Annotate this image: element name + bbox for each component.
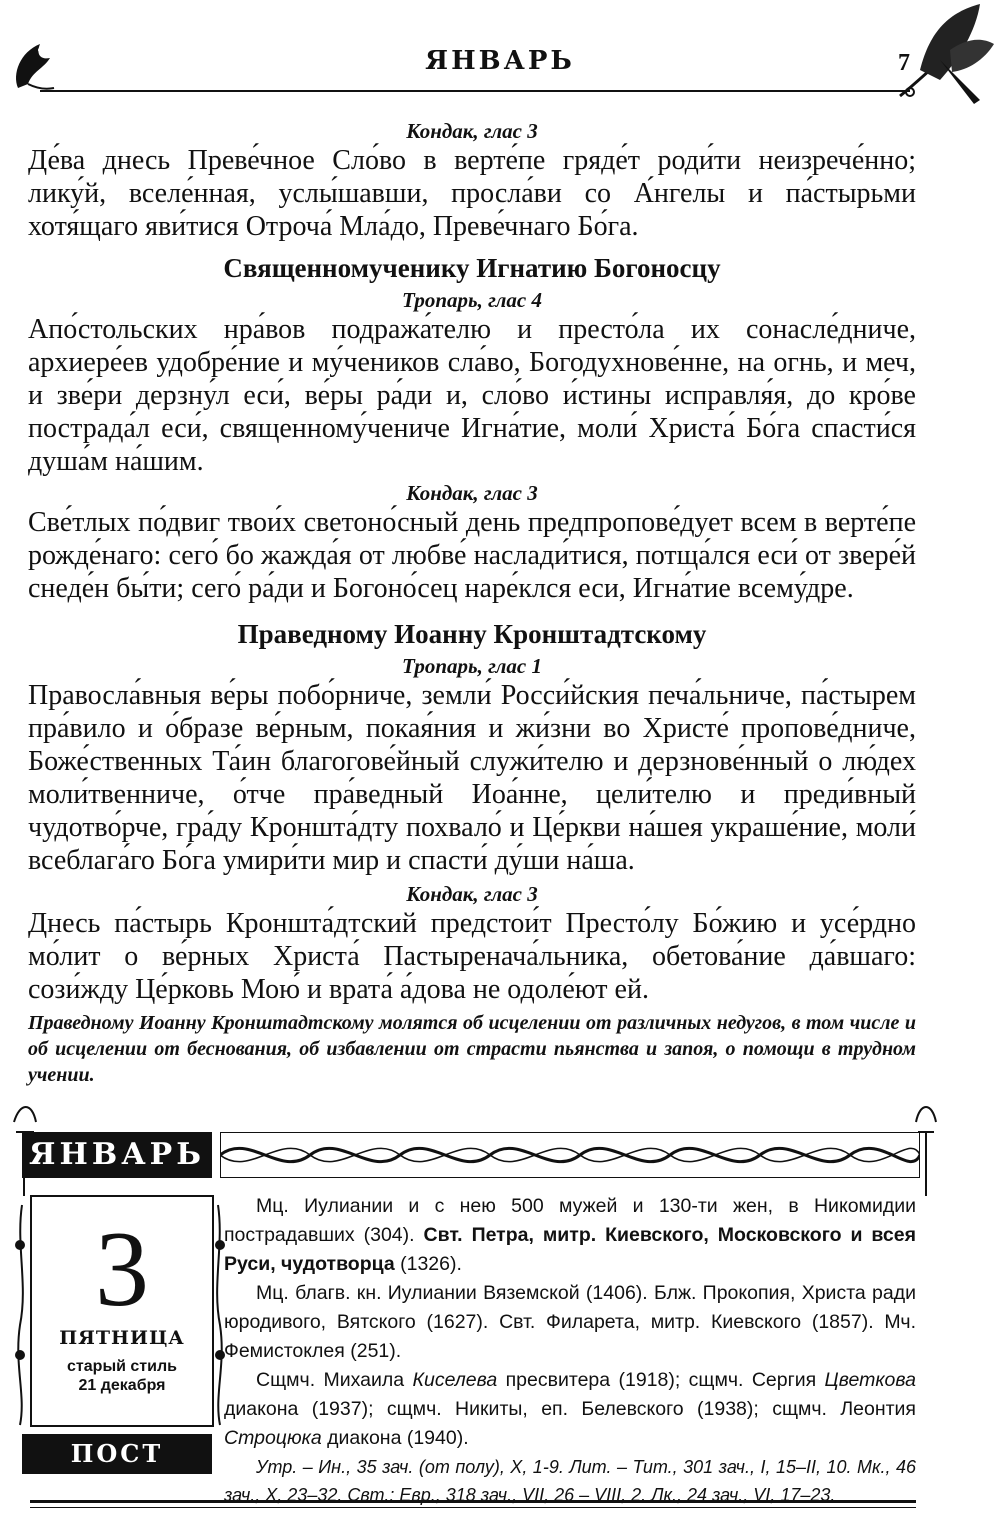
kondak-text: Све́тлых по́двиг твои́х светоно́сный день предпропове́дует всем в верте́пе рожде́наго: сего́ бо жажда́я от любве́ наслади́тися, потща́лся еси́ от звере́й снеде́н бы́ти; сего́ ра́ди и Богоно́сец наре́клся еси, Игна́тие всему́дре.	[28, 507, 916, 604]
saints-paragraph: Мц. благв. кн. Иулиании Вяземской (1406). Блж. Прокопия, Христа ради юродивого, Вятского (1627). Свт. Филарета, митр. Киевского (1857). Мч. Фемистоклея (251).	[224, 1282, 916, 1362]
saints-list	[224, 1192, 916, 1509]
kondak-text: Днесь па́стырь Кроншта́дтский предстои́т Престо́лу Бо́жию и усе́рдно мо́лит о ве́рных Христа́ Пастыренача́льника, обетова́ние да́вшаго: сози́жду Це́рковь Мою́ и врата́ а́дова не одоле́ют ей.	[28, 908, 916, 1005]
kondak-label: Кондак, глас 3	[406, 119, 538, 143]
scroll-ornament-icon	[220, 1132, 920, 1178]
day-box	[30, 1195, 214, 1427]
kondak-label: Кондак, глас 3	[406, 481, 538, 505]
troparion-label: Тропарь, глас 4	[402, 288, 542, 312]
main-content	[28, 118, 916, 1088]
header-rule	[40, 90, 910, 92]
kondak-label: Кондак, глас 3	[406, 882, 538, 906]
fast-badge: ПОСТ	[22, 1434, 212, 1474]
saints-paragraph: Сщмч. Михаила Киселева пресвитера (1918); сщмч. Сергия Цветкова диакона (1937); сщмч. Никиты, еп. Белевского (1938); сщмч. Леонтия Строцюка диакона (1940).	[224, 1369, 916, 1449]
section-heading-john: Праведному Иоанну Кронштадтскому	[237, 619, 707, 649]
weekday: ПЯТНИЦА	[59, 1327, 185, 1349]
footer-rule	[30, 1500, 916, 1503]
prayer-note: Праведному Иоанну Кронштадтскому молятся об исцелении от различных недугов, в том числе и об исцелении от беснования, об избавлении от страсти пьянства и запоя, о помощи в трудном учении.	[28, 1012, 916, 1086]
scripture-readings: Утр. – Ин., 35 зач. (от полу), X, 1-9. Лит. – Тит., 301 зач., I, 15–II, 10. Мк., 46 зач., X, 23–32. Свт.: Евр., 318 зач., VII, 26 – VIII, 2. Лк., 24 зач., VI, 17–23.	[224, 1457, 916, 1505]
month-banner: ЯНВАРЬ	[22, 1132, 212, 1178]
old-style-date	[32, 1357, 212, 1395]
footer-rule	[30, 1507, 916, 1508]
day-number: 3	[95, 1210, 149, 1329]
old-style-value: 21 декабря	[78, 1377, 166, 1394]
troparion-label: Тропарь, глас 1	[402, 654, 542, 678]
kondak-text: Де́ва днесь Преве́чное Сло́во в верте́пе гряде́т роди́ти неизрече́нно; лику́й, вселе́нная, услы́шавши, просла́ви со А́нгелы и па́стырьми хотя́щаго яви́тися Отроча́ Мла́до, Преве́чнаго Бо́га.	[28, 145, 916, 242]
troparion-text: Правосла́вныя ве́ры побо́рниче, земли́ Росси́йския печа́льниче, па́стырем пра́вило и о́бразе ве́рным, покая́ния и жи́зни во Христе́ пропове́дниче, Боже́ственных Та́ин благогове́йный служи́телю и дерзнове́нный о лю́дех моли́твенниче, о́тче пра́ведный Иоа́нне, цели́телю и преди́вный чудотво́рче, гра́ду Кроншта́дту похвало́ и Це́ркви на́шея украше́ние, моли́ всеблага́го Бо́га умири́ти мир и спасти́ ду́ши на́ша.	[28, 680, 916, 876]
saints-paragraph: Мц. Иулиании и с нею 500 мужей и 130-ти жен, в Никомидии пострадавших (304). Свт. Петра, митр. Киевского, Московского и всея Руси, чудотворца (1326).	[224, 1195, 916, 1275]
old-style-label: старый стиль	[67, 1358, 177, 1375]
page-title: ЯНВАРЬ	[425, 46, 575, 76]
page-number: 7	[898, 50, 910, 76]
page-header	[0, 0, 1000, 110]
section-heading-ignatius: Священномученику Игнатию Богоносцу	[223, 253, 721, 283]
troparion-text: Апо́стольских нра́вов подража́телю и престо́ла их сонасле́дниче, архиере́ев удобре́ние и му́чеников сла́во, Богодухнове́нне, на огнь, и меч, и зве́ри дерзну́л еси́, ве́ры ра́ди и, сло́во и́стины исправля́я, до кро́ве пострада́л еси́, священному́чениче Игна́тие, моли́ Христа́ Бо́га спасти́ся душа́м на́шим.	[28, 314, 916, 477]
bird-branch-ornament-icon	[880, 0, 998, 110]
